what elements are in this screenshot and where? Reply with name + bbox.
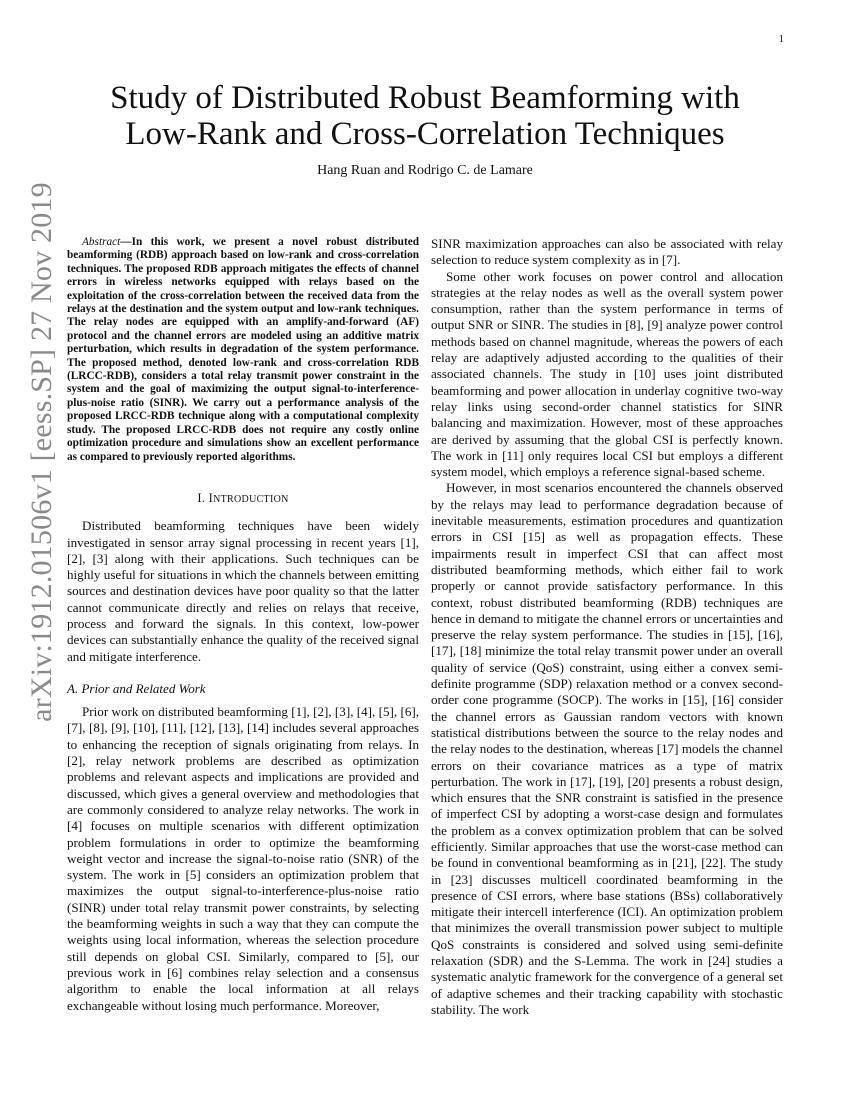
power-control-paragraph: Some other work focuses on power control and allocation strategies at the relay nodes as well as the overall system power consumption, rather than the system performance in terms of output SNR or SINR. The studies in [8], [9] analyze power control methods based on channel magnitude, whereas the powers of each relay are adaptively adjusted according to the qualities of their associated channels. The study in [10] uses joint distributed beamforming and power allocation in underlay cognitive two-way relay links using second-order channel statistics for SINR balancing and maximization. However, most of these approaches are derived by assuming that the global CSI is perfectly known. The work in [11] only requires local CSI but employs a different system model, which employs a reference signal-based scheme. xyxy=(431,268,783,480)
intro-paragraph: Distributed beamforming techniques have been widely investigated in sensor array signal processing in recent years [1], [2], [3] along with their applications. Such techniques can be highly useful for situations in which the channels between emitting sources and destination devices have poor quality so that the latter cannot communicate directly and relies on relays that receive, process and forward the signals. In this context, low-power devices can substantially enhance the quality of the received signal and mitigate interference. xyxy=(67,518,419,664)
arxiv-identifier: arXiv:1912.01506v1 [eess.SP] 27 Nov 2019 xyxy=(25,182,58,722)
continued-paragraph: SINR maximization approaches can also be associated with relay selection to reduce system complexity as in [7]. xyxy=(431,236,783,268)
abstract-text: —In this work, we present a novel robust distributed beamforming (RDB) approach based on low-rank and cross-correlation techniques. The proposed RDB approach mitigates the effects of channel errors in wireless networks equipped with relays based on the exploitation of the cross-correlation between the received data from the relays at the destination and the system output and low-rank techniques. The relay nodes are equipped with an amplify-and-forward (AF) protocol and the channel errors are modeled using an additive matrix perturbation, which results in degradation of the system performance. The proposed method, denoted low-rank and cross-correlation RDB (LRCC-RDB), considers a total relay transmit power constraint in the system and the goal of maximizing the output signal-to-interference-plus-noise ratio (SINR). We carry out a performance analysis of the proposed LRCC-RDB technique along with a computational complexity study. The proposed LRCC-RDB does not require any costly online optimization procedure and simulations show an excellent performance as compared to previously reported algorithms. xyxy=(67,236,419,463)
page-number: 1 xyxy=(778,33,784,45)
robust-beamforming-paragraph: However, in most scenarios encountered the channels observed by the relays may lead to performance degradation because of inevitable measurements, estimation procedures and quantization errors in CSI [15] as well as propagation effects. These impairments result in imperfect CSI that can affect most distributed beamforming methods, which either fail to work properly or cannot provide satisfactory performance. In this context, robust distributed beamforming (RDB) techniques are hence in demand to mitigate the channel errors or uncertainties and preserve the relay system performance. The studies in [15], [16], [17], [18] minimize the total relay transmit power under an overall quality of service (QoS) constraint, using either a convex semi-definite programme (SDP) relaxation method or a convex second-order cone programme (SOCP). The works in [15], [16] consider the channel errors as Gaussian random vectors with known statistical distributions between the source to the relay nodes and the relay nodes to the destination, whereas [17] models the channel errors on their covariance matrices as a type of matrix perturbation. The work in [17], [19], [20] presents a robust design, which ensures that the SNR constraint is satisfied in the presence of imperfect CSI by adopting a worst-case design and formulates the problem as a convex optimization problem that can be solved efficiently. Similar approaches that use the worst-case method can be found in conventional beamforming as in [21], [22]. The study in [23] discusses multicell coordinated beamforming in the presence of CSI errors, where base stations (BSs) collaboratively mitigate their intercell interference (ICI). An optimization problem that minimizes the overall transmission power subject to multiple QoS constraints is considered and solved using semi-definite relaxation (SDR) and the S-Lemma. The work in [24] studies a systematic analytic framework for the convergence of a general set of adaptive schemes and their tracking capability with stochastic stability. The work xyxy=(431,480,783,1017)
title-line-1: Study of Distributed Robust Beamforming with xyxy=(110,80,740,116)
title-line-2: Low-Rank and Cross-Correlation Techniques xyxy=(125,116,725,152)
section-heading-introduction xyxy=(67,490,419,508)
subsection-heading-prior-work: A. Prior and Related Work xyxy=(67,680,206,696)
section-numeral: I. I xyxy=(197,490,214,505)
prior-work-paragraph: Prior work on distributed beamforming [1], [2], [3], [4], [5], [6], [7], [8], [9], [10], [11], [12], [13], [14] includes several approaches to enhancing the reception of signals originating from relays. In [2], relay network problems are described as optimization problems and relevant aspects and implications are provided and discussed, which gives a general overview and methodologies that are commonly considered to analyze relay networks. The work in [4] focuses on multiple scenarios with different optimization problem formulations in order to optimize the beamforming weight vector and increase the signal-to-noise ratio (SNR) of the system. The work in [5] considers an optimization problem that maximizes the output signal-to-interference-plus-noise ratio (SINR) under total relay transmit power constraints, by selecting the beamforming weights in such a way that they can compute the weights using local information, whereas the selection procedure still depends on global CSI. Similarly, compared to [5], our previous work in [6] combines relay selection and a consensus algorithm to enable the local information at all relays exchangeable without losing much performance. Moreover, xyxy=(67,704,419,1013)
paper-title xyxy=(60,80,790,152)
abstract xyxy=(67,236,419,464)
right-column xyxy=(431,236,783,1018)
section-title-rest: NTRODUCTION xyxy=(213,493,289,505)
author-list: Hang Ruan and Rodrigo C. de Lamare xyxy=(317,163,533,178)
left-column xyxy=(67,236,419,1014)
abstract-label: Abstract xyxy=(82,236,121,248)
